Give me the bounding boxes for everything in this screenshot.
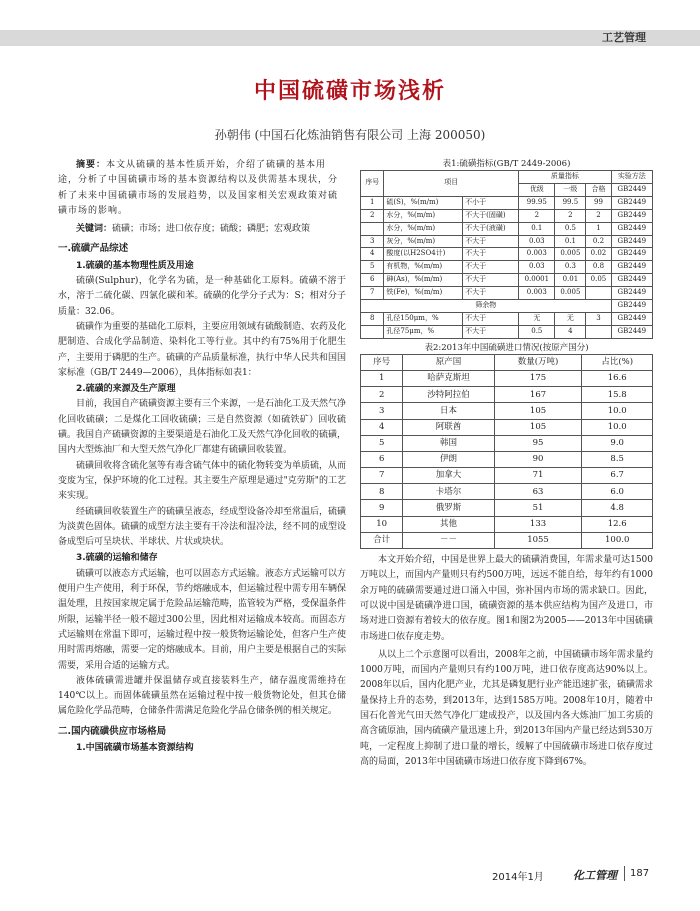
table-cell: [361, 325, 384, 338]
table-cell: 4: [361, 419, 403, 435]
table-row: [361, 435, 653, 451]
footer-divider: [624, 866, 625, 881]
table-row: [361, 325, 653, 338]
table-header: 质量指标: [519, 171, 611, 184]
table-cell: GB2449: [611, 300, 652, 313]
table2-body: [361, 370, 653, 548]
table-cell: 孔径75μm，%: [384, 325, 463, 338]
table-cell: 6: [361, 274, 384, 287]
table-cell: 2: [519, 209, 555, 222]
table-cell: 95: [494, 435, 582, 451]
table-cell: 10.0: [582, 403, 653, 419]
table-cell: 51: [494, 500, 582, 516]
table-cell: 15.8: [582, 387, 653, 403]
table-row: [361, 516, 653, 532]
table-row: [361, 312, 653, 325]
table-cell: 0.5: [519, 325, 555, 338]
table-cell: 99.5: [555, 196, 586, 209]
table-cell: 不大于(固磺): [463, 209, 519, 222]
table-cell: 俄罗斯: [403, 500, 494, 516]
abstract: 摘要：本文从硫磺的基本性质开始，介绍了硫磺的基本用途，分析了中国硫磺市场的基本资源结构以及供需基本现状，分析了未来中国硫磺市场的发展趋势，以及国家相关宏观政策对硫磺市场的影响。: [58, 160, 339, 216]
table-cell: [361, 222, 384, 235]
table-cell: 63: [494, 484, 582, 500]
table-cell: GB2449: [611, 287, 652, 300]
issue-date: 2014年1月: [492, 872, 544, 883]
table-header: 实验方法: [611, 171, 652, 184]
table-cell: 10.0: [582, 419, 653, 435]
table-cell: 0.8: [586, 261, 611, 274]
table-row: [361, 403, 653, 419]
table-cell: 无: [555, 312, 586, 325]
table-cell: 0.02: [586, 248, 611, 261]
magazine-logo: 化工管理: [573, 869, 617, 882]
table-cell: 不小于: [463, 196, 519, 209]
table-header: 原产国: [403, 354, 494, 370]
table-cell: 10: [361, 516, 403, 532]
table-cell: 0.01: [555, 274, 586, 287]
table-header: 一级: [555, 183, 586, 196]
table-row: [361, 261, 653, 274]
table-cell: 7: [361, 287, 384, 300]
table-cell: 0.03: [519, 235, 555, 248]
table-row: [361, 287, 653, 300]
table-cell: 0.2: [586, 235, 611, 248]
table-cell: 0.5: [555, 222, 586, 235]
table-row: [361, 419, 653, 435]
paragraph: 目前，我国自产硫磺资源主要有三个来源，一是石油化工及天然气净化回收硫磺；二是煤化工回收硫磺；三是自然资源（如硫铁矿）回收硫磺。我国自产硫磺资源的主要渠道是石油化工及天然气净化回收的硫磺，国内大型炼油厂和大型天然气净化厂都建有硫磺回收装置。: [58, 399, 347, 456]
subsection-heading: 3.硫磺的运输和储存: [76, 553, 158, 564]
table-cell: 2: [361, 387, 403, 403]
table-cell: 0.1: [555, 235, 586, 248]
table-cell: GB2449: [611, 274, 652, 287]
table-cell: 9.0: [582, 435, 653, 451]
table-cell: 筛余物: [361, 300, 612, 313]
paragraph: 从以上二个示意图可以看出，2008年之前，中国硫磺市场年需求量约1000万吨，而国内产量则只有约100万吨，进口依存度高达90%以上。2008年以后，国内化肥产业，尤其是磷复肥行业产能迅速扩张，硫磺需求量保持上升的态势，到2013年，达到1585万吨。2008年10月，随着中国石化普光气田天然气净化厂建成投产，以及国内各大炼油厂加工劣质的高含硫原油，国内硫磺产量迅速上升，到2013年国内产量已经达到530万吨，一定程度上抑制了进口量的增长，缓解了中国硫磺市场进口依存度过高的局面，2013年中国硫磺市场进口依存度下降到67%。: [360, 649, 653, 767]
table-cell: 1: [361, 370, 403, 386]
article-author: 孙朝伟 (中国石化炼油销售有限公司 上海 200050): [214, 128, 486, 142]
table-cell: 无: [519, 312, 555, 325]
table-cell: 不大于(液磺): [463, 222, 519, 235]
table-cell: 0.003: [519, 248, 555, 261]
table-cell: 167: [494, 387, 582, 403]
table-row: [361, 209, 653, 222]
table-cell: 99: [586, 196, 611, 209]
table-cell: 5: [361, 435, 403, 451]
table-cell: 铁(Fe)，%(m/m): [384, 287, 463, 300]
table-cell: 90: [494, 451, 582, 467]
table-cell: 5: [361, 261, 384, 274]
sulfur-spec-table: [360, 170, 653, 339]
table-cell: 0.0001: [519, 274, 555, 287]
paragraph: 本文开始介绍，中国是世界上最大的硫磺消费国，年需求量可达1500万吨以上，而国内产量则只有约500万吨，远远不能自给，每年约有1000余万吨的硫磺需要通过进口涌入中国，弥补国内市场的需求缺口。因此，可以说中国是硫磺净进口国，硫磺资源的基本供应结构为国产及进口，市场对进口资源有着较大的依存度。图1和图2为2005——2013年中国硫磺市场进口依存度走势。: [360, 555, 653, 642]
table-cell: 175: [494, 370, 582, 386]
table-cell: 其他: [403, 516, 494, 532]
paragraph: 硫磺(Sulphur)，化学名为硫，是一种基础化工原料。硫磺不溶于水，溶于二硫化碳、四氯化碳和苯。硫磺的化学分子式为：S；相对分子质量：32.06。: [58, 276, 346, 317]
table-row: [361, 370, 653, 386]
table-cell: 16.6: [582, 370, 653, 386]
table-row: [361, 196, 653, 209]
table2-caption: 表2:2013年中国硫磺进口情况(按原产国分): [424, 342, 589, 353]
paragraph: 液体硫磺需进罐并保温储存或直接装料生产，储存温度需维持在140℃以上。而固体硫磺虽然在运输过程中按一般货物论处，但其仓储属危险化学品范畴，仓储条件需满足危险化学品仓储条例的相关规定。: [58, 675, 346, 717]
right-column: [360, 158, 653, 770]
table-header: 占比(%): [582, 354, 653, 370]
keywords: 关键词：硫磺；市场；进口依存度；硫酸；磷肥；宏观政策: [76, 224, 311, 235]
page-number: 187: [630, 868, 650, 879]
left-column: [58, 158, 346, 756]
import-by-country-table: [360, 354, 653, 549]
table-cell: 卡塔尔: [403, 484, 494, 500]
table-cell: 0.005: [555, 248, 586, 261]
table-cell: 水分，%(m/m): [384, 222, 463, 235]
table-cell: GB2449: [611, 235, 652, 248]
table-cell: 有机物，%(m/m): [384, 261, 463, 274]
paragraph: 硫磺可以液态方式运输，也可以固态方式运输。液态方式运输可以方便用户生产使用，利于环保，节约熔融成本，但运输过程中需专用车辆保温处理，且按国家规定属于危险品运输范畴，监管较为严格，受保温条件所限，运输半径一般不超过300公里，因此相对运输成本较高。而固态方式运输则在常温下即可，运输过程中按一般货物运输论处，但客户生产使用时需再熔融，需要一定的熔融成本。目前，用户主要是根据自己的实际需要，采用合适的运输方式。: [58, 568, 347, 671]
table-cell: 3: [361, 403, 403, 419]
table-cell: GB2449: [611, 209, 652, 222]
table-cell: 0.3: [555, 261, 586, 274]
table-cell: 砷(As)，%(m/m): [384, 274, 463, 287]
table-cell: 加拿大: [403, 468, 494, 484]
table-cell: 合计: [361, 532, 403, 548]
table-cell: 不大于: [463, 274, 519, 287]
table-row: [361, 468, 653, 484]
table-header: 优级: [519, 183, 555, 196]
table-cell: 12.6: [582, 516, 653, 532]
table-cell: 6.7: [582, 468, 653, 484]
table-cell: 2: [361, 209, 384, 222]
section-label: 工艺管理: [602, 31, 646, 44]
table-cell: 不大于: [463, 261, 519, 274]
table-row: [361, 248, 653, 261]
table1-body: [361, 196, 653, 338]
table-cell: 水分，%(m/m): [384, 209, 463, 222]
table-row: [361, 235, 653, 248]
table-cell: 105: [494, 403, 582, 419]
table-cell: [586, 287, 611, 300]
article-title: 中国硫磺市场浅析: [253, 79, 446, 104]
table-cell: 韩国: [403, 435, 494, 451]
table-header: 合格: [586, 183, 611, 196]
table-cell: 8.5: [582, 451, 653, 467]
section-heading-1: 一.硫磺产品综述: [58, 243, 129, 255]
paragraph: 硫磺回收将含硫化氢等有毒含硫气体中的硫化物转变为单质硫，从而变废为宝，保护环境的化工过程。其主要生产原理是通过"克劳斯"的工艺来实现。: [58, 460, 347, 502]
table-header: 序号: [361, 171, 384, 197]
subsection-heading: 1.中国硫磺市场基本资源结构: [76, 742, 194, 753]
table-cell: 孔径150μm，%: [384, 312, 463, 325]
table-cell: 0.005: [555, 287, 586, 300]
table-header: 项目: [384, 171, 519, 197]
table-cell: 不大于: [463, 287, 519, 300]
table-cell: 6: [361, 451, 403, 467]
table-cell: 9: [361, 500, 403, 516]
section-heading-2: 二.国内硫磺供应市场格局: [58, 725, 167, 737]
table-row: [361, 532, 653, 548]
table-cell: 71: [494, 468, 582, 484]
table-cell: 不大于: [463, 248, 519, 261]
table-cell: GB2449: [611, 196, 652, 209]
table-cell: GB2449: [611, 312, 652, 325]
table-cell: 3: [586, 312, 611, 325]
table-cell: 4.8: [582, 500, 653, 516]
subsection-heading: 2.硫磺的来源及生产原理: [76, 384, 176, 395]
table-cell: 0.1: [519, 222, 555, 235]
page-footer: [0, 868, 700, 883]
table-header: 序号: [361, 354, 403, 370]
table-cell: 酸度(以H2SO4计): [384, 248, 463, 261]
table-row: [361, 222, 653, 235]
table-cell: GB2449: [611, 325, 652, 338]
table-row: [361, 274, 653, 287]
subsection-heading: 1.硫磺的基本物理性质及用途: [76, 260, 194, 271]
table-row: [361, 387, 653, 403]
table-cell: 4: [555, 325, 586, 338]
table-cell: 不大于: [463, 235, 519, 248]
table-cell: 105: [494, 419, 582, 435]
table-cell: 100.0: [582, 532, 653, 548]
table-cell: 2: [586, 209, 611, 222]
section-header-bar: [0, 30, 700, 46]
table-cell: GB2449: [611, 222, 652, 235]
table-cell: 0.03: [519, 261, 555, 274]
table-cell: 阿联酋: [403, 419, 494, 435]
table-cell: 8: [361, 484, 403, 500]
table-cell: 7: [361, 468, 403, 484]
table-row: [361, 451, 653, 467]
table-cell: 1: [361, 196, 384, 209]
table-cell: GB2449: [611, 261, 652, 274]
table-cell: 6.0: [582, 484, 653, 500]
table-cell: 硫(S)，%(m/m): [384, 196, 463, 209]
table-cell: 4: [361, 248, 384, 261]
paragraph: 经硫磺回收装置生产的硫磺呈液态，经成型设备冷却至常温后，硫磺为淡黄色固体。硫磺的成型方法主要有干冷法和湿冷法，经不同的成型设备成型后可呈块状、半球状、片状或块状。: [58, 506, 347, 548]
table-cell: 0.003: [519, 287, 555, 300]
table-cell: 哈萨克斯坦: [403, 370, 494, 386]
table-cell: 99.95: [519, 196, 555, 209]
table-row: [361, 300, 653, 313]
table-cell: 不大于: [463, 312, 519, 325]
table-cell: 8: [361, 312, 384, 325]
table-cell: 日本: [403, 403, 494, 419]
table-cell: [586, 325, 611, 338]
table-cell: 133: [494, 516, 582, 532]
table-cell: 灰分，%(m/m): [384, 235, 463, 248]
table-header: GB2449: [611, 183, 652, 196]
table-row: [361, 500, 653, 516]
table-cell: 0.05: [586, 274, 611, 287]
table-cell: 1: [586, 222, 611, 235]
table1-caption: 表1:硫磺指标(GB/T 2449-2006): [442, 159, 571, 169]
table-row: [361, 484, 653, 500]
paragraph: 硫磺作为重要的基础化工原料，主要应用领域有硫酸制造、农药及化肥制造、合成化学品制造、染料化工等行业。其中约有75%用于化肥生产，主要用于磷肥的生产。硫磺的产品质量标准，执行中华人民共和国国家标准（GB/T 2449—2006），具体指标如表1：: [58, 321, 347, 378]
table-cell: 沙特阿拉伯: [403, 387, 494, 403]
table-header: 数量(万吨): [494, 354, 582, 370]
table-cell: 1055: [494, 532, 582, 548]
table-cell: 不大于: [463, 325, 519, 338]
table-cell: 2: [555, 209, 586, 222]
table-cell: 伊朗: [403, 451, 494, 467]
table-cell: 3: [361, 235, 384, 248]
table-cell: －－: [403, 532, 494, 548]
table-cell: GB2449: [611, 248, 652, 261]
